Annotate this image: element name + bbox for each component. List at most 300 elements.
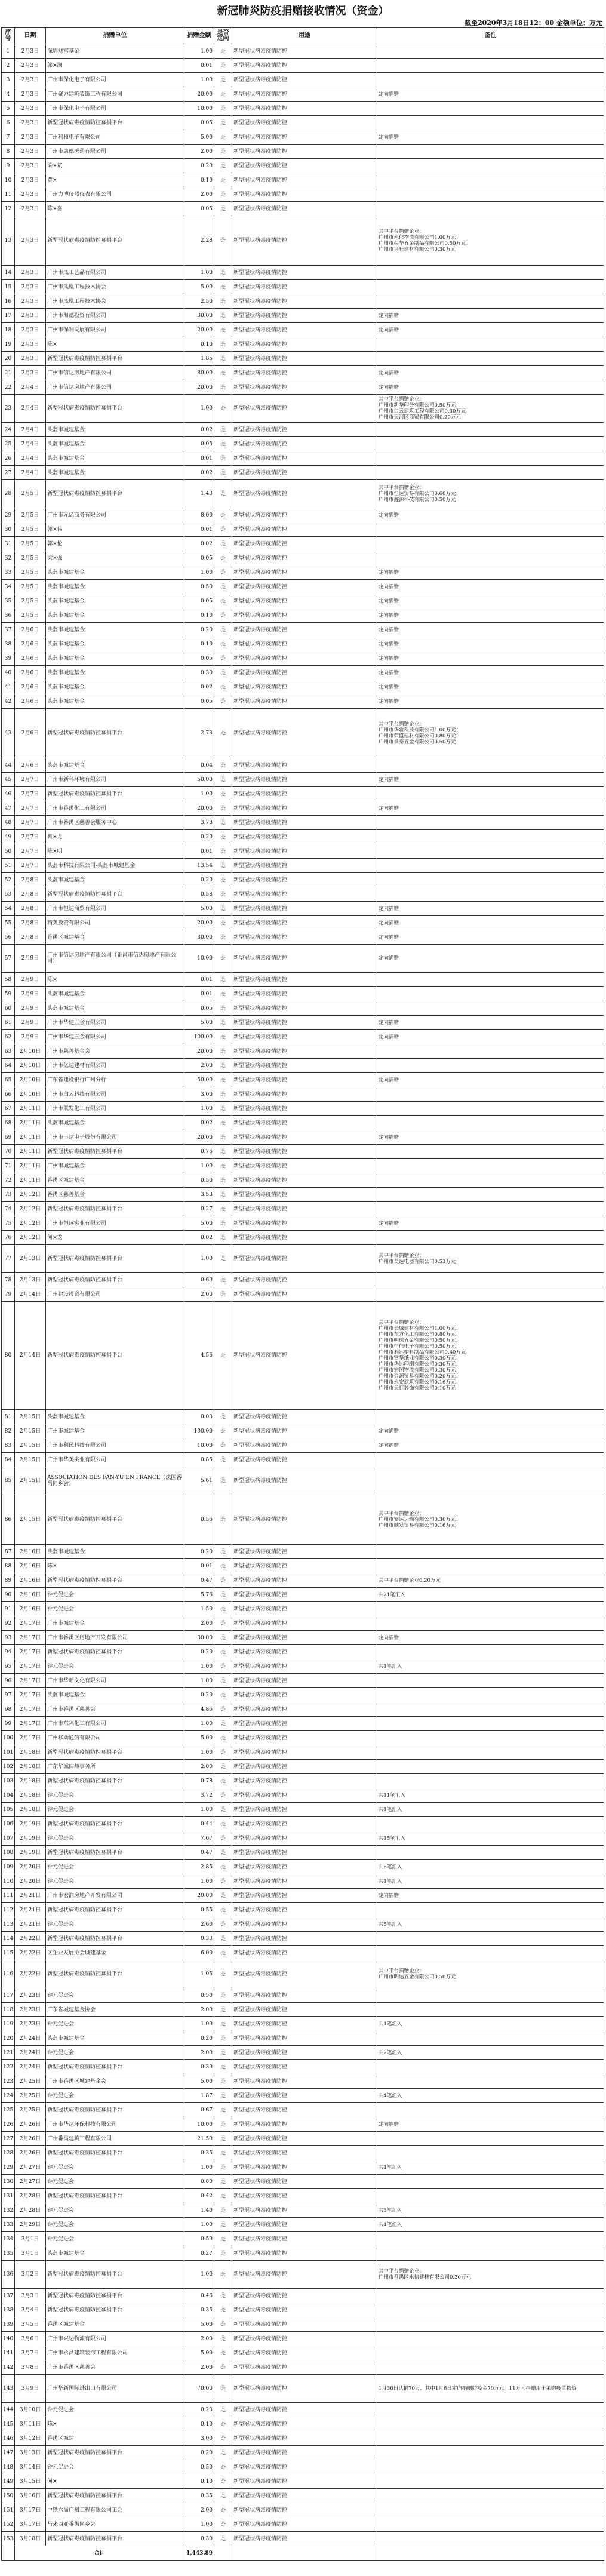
row-number: 51: [2, 859, 15, 873]
row-note: 共1笔汇入: [377, 2218, 604, 2232]
row-use: 新型冠状病毒疫情防控: [232, 1216, 377, 1231]
row-date: 2月7日: [15, 801, 46, 816]
row-use: 新型冠状病毒疫情防控: [232, 680, 377, 694]
row-directed: 是: [214, 2031, 232, 2046]
row-donor: 头盔市城建基金: [46, 423, 184, 437]
row-number: 81: [2, 1410, 15, 1424]
table-row: [2, 680, 604, 694]
table-row: [2, 44, 604, 59]
row-note: [377, 2474, 604, 2489]
row-date: 2月6日: [15, 709, 46, 758]
row-amount: 1.43: [184, 480, 214, 508]
row-number: 2: [2, 59, 15, 73]
row-use: 新型冠状病毒疫情防控: [232, 1960, 377, 1988]
row-number: 98: [2, 1702, 15, 1717]
row-number: 140: [2, 2332, 15, 2346]
row-use: 新型冠状病毒疫情防控: [232, 2175, 377, 2189]
table-row: [2, 480, 604, 508]
row-directed: 是: [214, 787, 232, 801]
row-amount: 1.00: [184, 1803, 214, 1817]
row-donor: 广州市城建基金: [46, 1616, 184, 1631]
row-note: 定向捐赠: [377, 323, 604, 337]
row-directed: 是: [214, 2218, 232, 2232]
row-amount: 0.44: [184, 1817, 214, 1831]
row-directed: 是: [214, 44, 232, 59]
row-use: 新型冠状病毒疫情防控: [232, 945, 377, 973]
row-directed: 是: [214, 1410, 232, 1424]
row-note: [377, 159, 604, 173]
row-note: [377, 1616, 604, 1631]
row-donor: 新型冠状病毒疫情防控募捐平台: [46, 787, 184, 801]
row-donor: 钟元促进会: [46, 2017, 184, 2031]
table-row: [2, 1231, 604, 1245]
row-donor: 广州市华建五金有限公司: [46, 1016, 184, 1030]
row-date: 2月26日: [15, 2132, 46, 2146]
row-date: 2月3日: [15, 145, 46, 159]
row-number: 83: [2, 1438, 15, 1453]
row-number: 41: [2, 680, 15, 694]
row-date: 2月27日: [15, 2175, 46, 2189]
row-donor: 钟元促进会: [46, 2403, 184, 2417]
table-row: [2, 2003, 604, 2017]
row-use: 新型冠状病毒疫情防控: [232, 816, 377, 830]
table-row: [2, 973, 604, 987]
row-note: [377, 2332, 604, 2346]
table-body: [2, 44, 604, 2546]
row-number: 75: [2, 1216, 15, 1231]
row-number: 113: [2, 1917, 15, 1932]
row-note: 共11笔汇入: [377, 1788, 604, 1803]
table-row: [2, 423, 604, 437]
row-date: 2月3日: [15, 73, 46, 87]
row-note: 共1笔汇入: [377, 2160, 604, 2175]
table-row: [2, 873, 604, 887]
row-number: 128: [2, 2146, 15, 2160]
row-donor: 广东华诚律师事务所: [46, 1760, 184, 1774]
row-note: [377, 2403, 604, 2417]
row-directed: 是: [214, 2332, 232, 2346]
table-row: [2, 637, 604, 651]
row-amount: 0.47: [184, 1573, 214, 1588]
row-donor: 广州市番禺区慈善会: [46, 2360, 184, 2375]
row-number: 107: [2, 1831, 15, 1846]
header-amount: 捐赠金额: [184, 28, 214, 44]
row-number: 16: [2, 294, 15, 309]
table-row: [2, 2117, 604, 2132]
row-directed: 是: [214, 1960, 232, 1988]
row-number: 109: [2, 1860, 15, 1874]
row-donor: 新型冠状病毒疫情防控募捐平台: [46, 1273, 184, 1287]
row-donor: 新型冠状病毒疫情防控募捐平台: [46, 1846, 184, 1860]
row-date: 2月4日: [15, 466, 46, 480]
row-use: 新型冠状病毒疫情防控: [232, 1846, 377, 1860]
row-date: 2月21日: [15, 1889, 46, 1903]
row-number: 118: [2, 2003, 15, 2017]
row-donor: 番禺区城建基金: [46, 2317, 184, 2332]
row-donor: 广州市利民科技有限公司: [46, 1438, 184, 1453]
table-row: [2, 1102, 604, 1116]
row-donor: 黄×: [46, 173, 184, 187]
row-number: 58: [2, 973, 15, 987]
row-donor: 新型冠状病毒疫情防控募捐平台: [46, 2103, 184, 2117]
row-donor: 梁×强: [46, 551, 184, 565]
row-number: 64: [2, 1059, 15, 1073]
header-date: 日期: [15, 28, 46, 44]
row-date: 2月6日: [15, 637, 46, 651]
row-date: 2月20日: [15, 1860, 46, 1874]
row-amount: 5.00: [184, 130, 214, 145]
row-directed: 是: [214, 2089, 232, 2103]
row-donor: 广州利和电子有限公司: [46, 130, 184, 145]
row-date: 3月10日: [15, 2403, 46, 2417]
row-number: 53: [2, 887, 15, 902]
row-directed: 是: [214, 1545, 232, 1559]
row-donor: 番禺区城建基金: [46, 1173, 184, 1188]
row-use: 新型冠状病毒疫情防控: [232, 1803, 377, 1817]
row-note: [377, 844, 604, 859]
row-use: 新型冠状病毒疫情防控: [232, 466, 377, 480]
row-note: 其中平台捐赠企业： 广州市新华印务有限公司0.50万元； 广州市白云建筑工程有限公司0.30万元； 广州市天河区商贸有限公司0.20万元: [377, 395, 604, 423]
table-row: [2, 2203, 604, 2218]
row-use: 新型冠状病毒疫情防控: [232, 1817, 377, 1831]
row-use: 新型冠状病毒疫情防控: [232, 2017, 377, 2031]
row-use: 新型冠状病毒疫情防控: [232, 2132, 377, 2146]
row-donor: 新型冠状病毒疫情防控募捐平台: [46, 2146, 184, 2160]
row-note: 定向捐赠: [377, 651, 604, 666]
row-directed: 是: [214, 1188, 232, 1202]
row-directed: 是: [214, 1874, 232, 1889]
row-donor: 广州市番禺区慈善会: [46, 1702, 184, 1717]
row-date: 3月17日: [15, 2503, 46, 2517]
table-row: [2, 522, 604, 537]
row-amount: 0.30: [184, 2060, 214, 2074]
row-date: 2月17日: [15, 1645, 46, 1659]
row-date: 2月23日: [15, 1988, 46, 2003]
table-row: [2, 280, 604, 294]
row-note: 其中平台捐赠企业： 广州市长城建材有限公司1.00万元； 广州市东方化工有限公司0.80万元； 广州市明珠五金有限公司0.50万元； 广州市恒信电子有限公司0.50万元； 广州市利达塑料制品有限公司0.40万元； 广州市富华纸业有限公司0.30万元； 广州市华达印刷有限公司0.30万元； 广州市宏图物流有限公司0.30万元； 广州市金源贸易有限公司0.20万元； 广州市永安建筑有限公司0.16万元； 广州市天虹装饰有限公司0.10万元: [377, 1302, 604, 1410]
row-date: 2月11日: [15, 1116, 46, 1130]
row-date: 2月6日: [15, 680, 46, 694]
table-row: [2, 2517, 604, 2532]
row-amount: 0.02: [184, 680, 214, 694]
row-note: 其中平台捐赠企业： 广州市明达五金有限公司0.50万元: [377, 1960, 604, 1988]
row-directed: 是: [214, 1831, 232, 1846]
row-amount: 1.00: [184, 2160, 214, 2175]
table-row: [2, 2189, 604, 2203]
row-number: 151: [2, 2503, 15, 2517]
row-use: 新型冠状病毒疫情防控: [232, 2103, 377, 2117]
row-use: 新型冠状病毒疫情防控: [232, 773, 377, 787]
row-number: 108: [2, 1846, 15, 1860]
row-note: 定向捐赠: [377, 1438, 604, 1453]
row-date: 2月23日: [15, 2017, 46, 2031]
row-donor: 广州市华美实业有限公司: [46, 1453, 184, 1467]
table-row: [2, 758, 604, 773]
row-amount: 5.00: [184, 2074, 214, 2089]
row-date: 2月17日: [15, 1717, 46, 1731]
row-date: 2月14日: [15, 1287, 46, 1302]
row-use: 新型冠状病毒疫情防控: [232, 2360, 377, 2375]
row-date: 2月3日: [15, 366, 46, 380]
row-date: 2月18日: [15, 1774, 46, 1788]
row-amount: 0.04: [184, 758, 214, 773]
row-donor: 广东省城建基金协会: [46, 2003, 184, 2017]
row-directed: 是: [214, 873, 232, 887]
row-date: 2月17日: [15, 1616, 46, 1631]
table-row: [2, 116, 604, 130]
table-row: [2, 1616, 604, 1631]
row-amount: 20.00: [184, 1889, 214, 1903]
row-note: [377, 1702, 604, 1717]
row-directed: 是: [214, 1245, 232, 1273]
row-note: [377, 2003, 604, 2017]
row-number: 72: [2, 1173, 15, 1188]
row-note: [377, 816, 604, 830]
row-date: 3月1日: [15, 2232, 46, 2246]
row-number: 80: [2, 1302, 15, 1410]
row-use: 新型冠状病毒疫情防控: [232, 116, 377, 130]
row-amount: 0.20: [184, 1545, 214, 1559]
row-note: [377, 1988, 604, 2003]
row-use: 新型冠状病毒疫情防控: [232, 930, 377, 945]
table-row: [2, 1988, 604, 2003]
row-date: 2月21日: [15, 1903, 46, 1917]
row-amount: 0.10: [184, 2474, 214, 2489]
row-amount: 0.02: [184, 537, 214, 551]
row-amount: 2.85: [184, 1860, 214, 1874]
row-donor: 陈×: [46, 337, 184, 352]
row-number: 77: [2, 1245, 15, 1273]
row-donor: 广州市城建基金: [46, 1424, 184, 1438]
row-donor: 广州市保化电子有限公司: [46, 102, 184, 116]
row-donor: 陈×喜: [46, 202, 184, 216]
row-donor: 广州市东兴化工有限公司: [46, 1717, 184, 1731]
row-directed: 是: [214, 2003, 232, 2017]
row-note: 定向捐赠: [377, 623, 604, 637]
row-number: 1: [2, 44, 15, 59]
row-number: 67: [2, 1102, 15, 1116]
row-donor: 新型冠状病毒疫情防控募捐平台: [46, 395, 184, 423]
row-note: 其中平台捐赠企业： 广州市安达运输有限公司0.30万元； 广州市顺发贸易有限公司0.16万元: [377, 1495, 604, 1545]
row-directed: 是: [214, 2261, 232, 2289]
table-row: [2, 2261, 604, 2289]
row-amount: 10.00: [184, 102, 214, 116]
row-donor: 广州市凤凰工程技术协会: [46, 294, 184, 309]
row-amount: 3.72: [184, 1788, 214, 1803]
table-row: [2, 145, 604, 159]
row-amount: 1.00: [184, 787, 214, 801]
row-directed: 是: [214, 437, 232, 451]
row-directed: 是: [214, 1087, 232, 1102]
row-note: 定向捐赠: [377, 87, 604, 102]
row-amount: 0.05: [184, 551, 214, 565]
row-note: [377, 1745, 604, 1760]
row-use: 新型冠状病毒疫情防控: [232, 2089, 377, 2103]
table-row: [2, 451, 604, 466]
row-donor: 广州市信达房地产有限公司: [46, 366, 184, 380]
row-directed: 是: [214, 1917, 232, 1932]
row-note: [377, 73, 604, 87]
row-date: 2月13日: [15, 1273, 46, 1287]
row-amount: 1.00: [184, 1659, 214, 1674]
row-date: 2月16日: [15, 1559, 46, 1573]
row-note: [377, 1087, 604, 1102]
row-directed: 是: [214, 2289, 232, 2303]
row-donor: 头盔市城建基金: [46, 873, 184, 887]
row-note: [377, 2489, 604, 2503]
row-number: 40: [2, 666, 15, 680]
row-note: 定向捐赠: [377, 930, 604, 945]
row-directed: 是: [214, 623, 232, 637]
row-note: [377, 2346, 604, 2360]
row-amount: 1.00: [184, 1874, 214, 1889]
row-date: 2月4日: [15, 380, 46, 395]
row-use: 新型冠状病毒疫情防控: [232, 1545, 377, 1559]
row-note: [377, 1645, 604, 1659]
row-amount: 30.00: [184, 930, 214, 945]
row-amount: 4.86: [184, 1702, 214, 1717]
row-date: 2月5日: [15, 594, 46, 608]
row-amount: 0.35: [184, 2489, 214, 2503]
row-use: 新型冠状病毒疫情防控: [232, 623, 377, 637]
row-directed: 是: [214, 1001, 232, 1016]
row-donor: 广州市凤凰工程技术协会: [46, 280, 184, 294]
row-amount: 5.00: [184, 902, 214, 916]
row-use: 新型冠状病毒疫情防控: [232, 1903, 377, 1917]
row-use: 新型冠状病毒疫情防控: [232, 1717, 377, 1731]
row-note: [377, 1453, 604, 1467]
row-amount: 0.20: [184, 830, 214, 844]
row-use: 新型冠状病毒疫情防控: [232, 2160, 377, 2175]
table-row: [2, 2303, 604, 2317]
row-amount: 5.76: [184, 1588, 214, 1602]
row-donor: 梁×斌: [46, 159, 184, 173]
row-directed: 是: [214, 1202, 232, 1216]
row-date: 3月8日: [15, 2360, 46, 2375]
row-amount: 1.00: [184, 1717, 214, 1731]
table-row: [2, 1188, 604, 1202]
row-date: 3月6日: [15, 2332, 46, 2346]
row-date: 2月4日: [15, 395, 46, 423]
row-amount: 0.01: [184, 844, 214, 859]
row-donor: 广州华新国际进出口有限公司: [46, 2375, 184, 2403]
table-row: [2, 1030, 604, 1044]
row-note: [377, 2103, 604, 2117]
row-amount: 0.01: [184, 987, 214, 1001]
row-number: 103: [2, 1774, 15, 1788]
row-directed: 是: [214, 1287, 232, 1302]
row-note: 定向捐赠: [377, 1424, 604, 1438]
row-date: 3月5日: [15, 2317, 46, 2332]
row-amount: 0.46: [184, 2289, 214, 2303]
row-number: 95: [2, 1659, 15, 1674]
row-use: 新型冠状病毒疫情防控: [232, 1188, 377, 1202]
header-donor: 捐赠单位: [46, 28, 184, 44]
row-amount: 0.35: [184, 2146, 214, 2160]
row-use: 新型冠状病毒疫情防控: [232, 2203, 377, 2218]
row-donor: 中铁六局广州工程有限公司工会: [46, 2503, 184, 2517]
table-row: [2, 1016, 604, 1030]
table-row: [2, 623, 604, 637]
row-number: 39: [2, 651, 15, 666]
row-directed: 是: [214, 1216, 232, 1231]
row-use: 新型冠状病毒疫情防控: [232, 266, 377, 280]
row-note: 其中平台捐赠企业： 广州市恒达贸易有限公司0.60万元； 广州市鑫源科技有限公司0.50万元: [377, 480, 604, 508]
row-donor: 钟元促进会: [46, 2089, 184, 2103]
row-date: 3月16日: [15, 2489, 46, 2503]
row-directed: 是: [214, 2317, 232, 2332]
row-use: 新型冠状病毒疫情防控: [232, 1287, 377, 1302]
row-donor: 新型冠状病毒疫情防控募捐平台: [46, 1960, 184, 1988]
row-note: [377, 2246, 604, 2261]
table-row: [2, 1059, 604, 1073]
row-number: 12: [2, 202, 15, 216]
table-row: [2, 2431, 604, 2446]
row-directed: 是: [214, 1659, 232, 1674]
row-note: [377, 887, 604, 902]
row-donor: 钟元促进会: [46, 1860, 184, 1874]
row-donor: 广州市番禺化工有限公司: [46, 801, 184, 816]
row-date: 2月7日: [15, 830, 46, 844]
row-note: [377, 1717, 604, 1731]
row-amount: 2.00: [184, 187, 214, 202]
row-date: 2月26日: [15, 2146, 46, 2160]
table-row: [2, 2317, 604, 2332]
table-row: [2, 1860, 604, 1874]
row-amount: 5.00: [184, 1731, 214, 1745]
table-row: [2, 1960, 604, 1988]
table-row: [2, 844, 604, 859]
row-note: 定向捐赠: [377, 380, 604, 395]
row-directed: 是: [214, 2246, 232, 2261]
row-note: [377, 2417, 604, 2431]
row-donor: 区企业发展协会城建基金: [46, 1946, 184, 1960]
row-amount: 0.20: [184, 1645, 214, 1659]
row-donor: 广州市永昌建筑装饰工程有限公司: [46, 2346, 184, 2360]
row-number: 117: [2, 1988, 15, 2003]
row-date: 2月6日: [15, 666, 46, 680]
row-date: 2月3日: [15, 173, 46, 187]
row-date: 2月16日: [15, 1602, 46, 1616]
row-amount: 2.73: [184, 709, 214, 758]
row-directed: 是: [214, 1588, 232, 1602]
table-row: [2, 859, 604, 873]
row-number: 17: [2, 309, 15, 323]
row-directed: 是: [214, 2046, 232, 2060]
row-number: 74: [2, 1202, 15, 1216]
row-use: 新型冠状病毒疫情防控: [232, 1688, 377, 1702]
row-use: 新型冠状病毒疫情防控: [232, 1659, 377, 1674]
row-directed: 是: [214, 1130, 232, 1145]
row-date: 2月3日: [15, 266, 46, 280]
table-row: [2, 1788, 604, 1803]
row-note: [377, 2189, 604, 2203]
row-note: 其中平台捐赠企业： 广州市永信物流有限公司1.00万元； 广州市荣华五金制品有限公司0.50万元； 广州市兴旺建材有限公司0.30万元: [377, 216, 604, 266]
row-note: 共3笔汇入: [377, 2203, 604, 2218]
table-row: [2, 202, 604, 216]
row-directed: 是: [214, 1453, 232, 1467]
row-note: 共21笔汇入: [377, 1588, 604, 1602]
table-row: [2, 916, 604, 930]
row-use: 新型冠状病毒疫情防控: [232, 887, 377, 902]
row-amount: 1.00: [184, 2261, 214, 2289]
row-donor: 广州市番禺区房地产开发有限公司: [46, 1631, 184, 1645]
row-amount: 0.05: [184, 651, 214, 666]
row-amount: 1.00: [184, 1159, 214, 1173]
row-amount: 5.00: [184, 1016, 214, 1030]
row-amount: 3.00: [184, 2431, 214, 2446]
row-use: 新型冠状病毒疫情防控: [232, 173, 377, 187]
